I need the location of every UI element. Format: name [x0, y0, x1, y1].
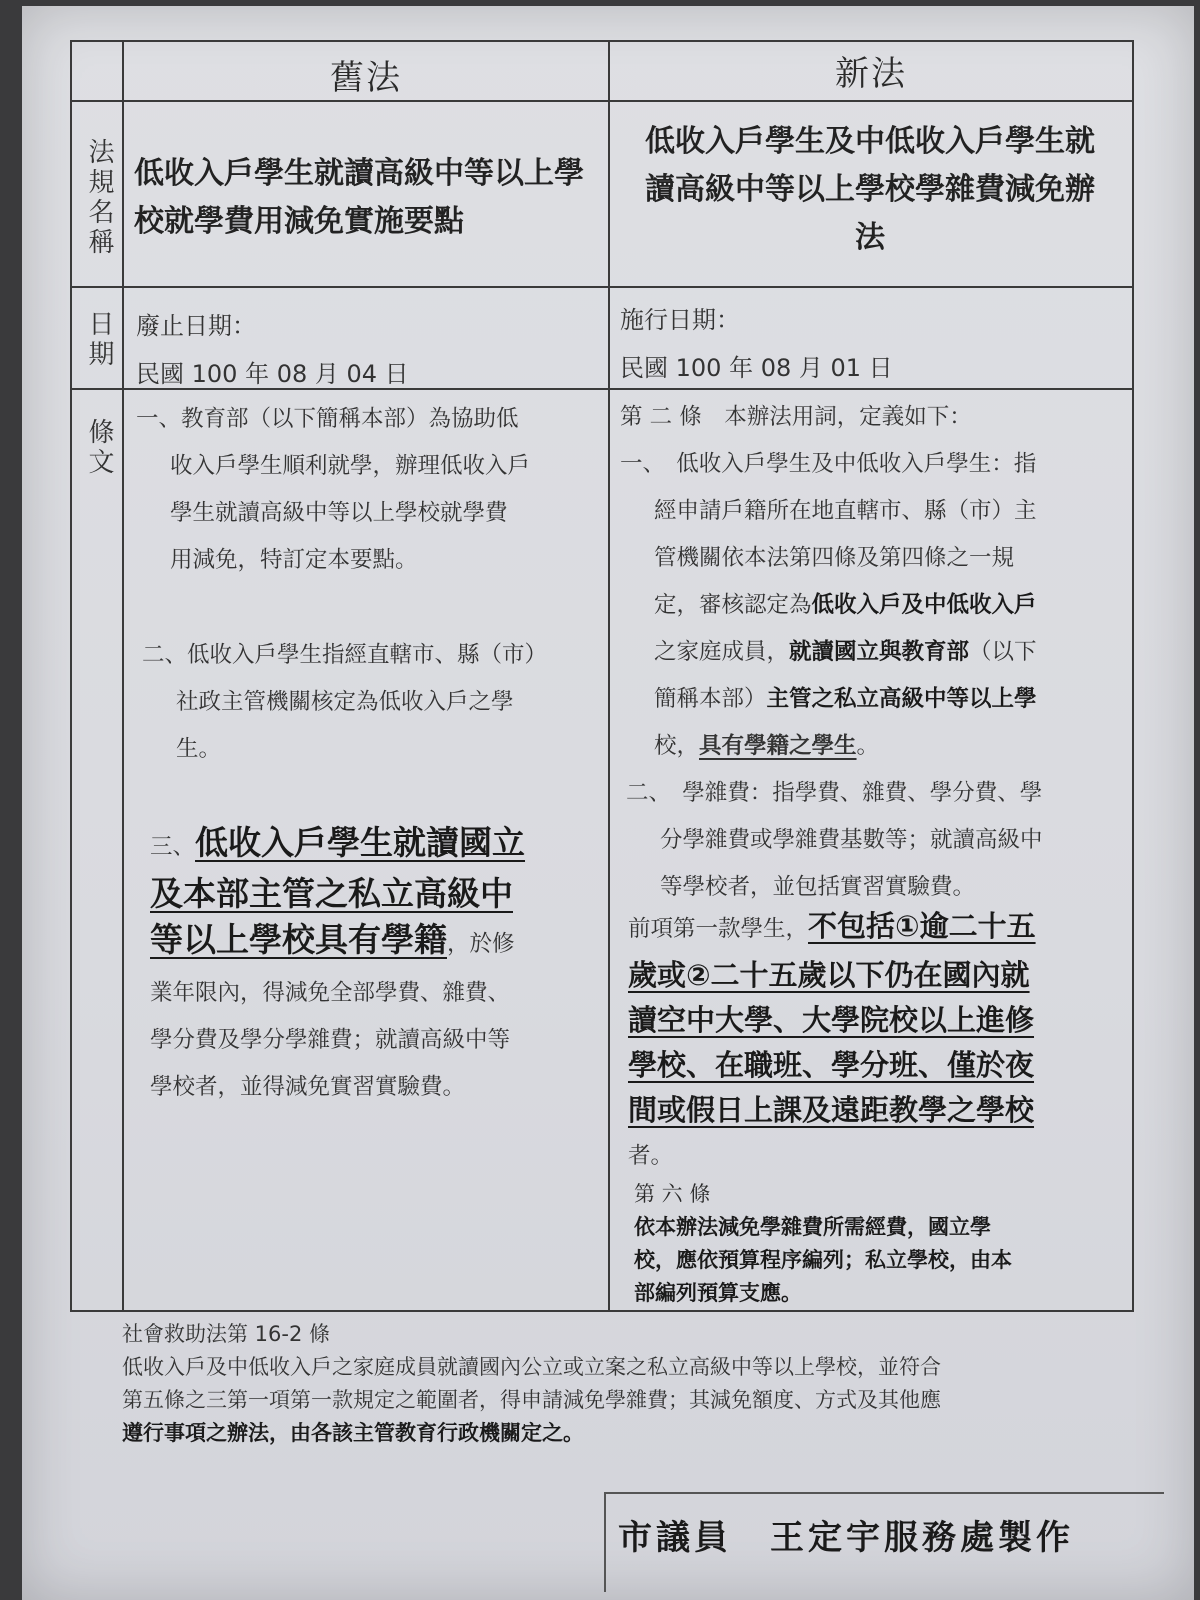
text-line: 業年限內，得減免全部學費、雜費、: [150, 980, 511, 1006]
text-line: 用減免，特訂定本要點。: [170, 547, 418, 573]
comparison-table: [70, 40, 1134, 1312]
text-fragment: 簡稱本部）: [654, 686, 767, 712]
document-page: [22, 6, 1194, 1600]
text-fragment: 之家庭成員，: [654, 639, 790, 665]
text-line: 學校者，並得減免實習實驗費。: [150, 1074, 466, 1100]
text-line: 一、教育部（以下簡稱本部）為協助低: [136, 406, 519, 432]
text-line: 收入戶學生順利就學，辦理低收入戶: [170, 453, 531, 479]
highlighted-text: 學校、在職班、學分班、僅於夜: [628, 1048, 1035, 1082]
table-divider: [122, 42, 124, 1310]
row-label-articles: 條文: [84, 418, 114, 478]
underlined-text: 具有學籍之學生: [699, 733, 857, 759]
old-article-1: [136, 396, 606, 584]
highlighted-text: 不包括①逾二十五: [808, 909, 1036, 943]
text-line: 分學雜費或學雜費基數等；就讀高級中: [660, 827, 1043, 853]
highlighted-text: 歲或②二十五歲以下仍在國內就: [628, 958, 1030, 992]
table-divider: [72, 100, 1132, 102]
text-line: 者。: [628, 1143, 674, 1169]
text-line: 社政主管機關核定為低收入戶之學: [176, 689, 514, 715]
old-article-3: [150, 820, 606, 1111]
text-line: 一、 低收入戶學生及中低收入戶學生：指: [620, 451, 1037, 477]
text-fragment: ，於修: [447, 931, 515, 957]
old-article-2: [142, 632, 606, 773]
text-line: 等學校者，並包括實習實驗費。: [660, 874, 976, 900]
old-date-value: 民國 100 年 08 月 04 日: [136, 360, 409, 388]
text-line: 校，應依預算程序編列；私立學校，由本: [634, 1248, 1012, 1272]
text-line: 二、低收入戶學生指經直轄市、縣（市）: [142, 642, 548, 668]
row-label-law-name: 法規名稱: [84, 138, 114, 258]
text-line: 二、 學雜費：指學費、雜費、學分費、學: [626, 780, 1043, 806]
article-number: 三、: [150, 834, 196, 860]
text-fragment: 校，: [654, 733, 700, 759]
text-line: 管機關依本法第四條及第四條之一規: [654, 545, 1015, 571]
text-fragment: （以下: [969, 639, 1037, 665]
highlighted-text: 間或假日上課及遠距教學之學校: [628, 1093, 1035, 1127]
text-line: 生。: [176, 736, 222, 762]
bold-text: 低收入戶及中低收入戶: [811, 592, 1037, 618]
text-line: 第五條之三第一項第一款規定之範圍者，得申請減免學雜費；其減免額度、方式及其他應: [122, 1388, 941, 1412]
header-new-law: 新法: [835, 54, 907, 94]
text-line: 經申請戶籍所在地直轄市、縣（市）主: [654, 498, 1037, 524]
table-divider: [72, 286, 1132, 288]
old-law-name: 低收入戶學生就讀高級中等以上學校就學費用減免實施要點: [134, 156, 584, 239]
text-line: 學生就讀高級中等以上學校就學費: [170, 500, 508, 526]
footer-note: [122, 1318, 1142, 1450]
new-article-6: [634, 1178, 1124, 1310]
highlighted-text: 及本部主管之私立高級中: [150, 874, 513, 913]
new-date-value: 民國 100 年 08 月 01 日: [620, 354, 893, 382]
text-line: 遵行事項之辦法，由各該主管教育行政機關定之。: [122, 1421, 584, 1445]
text-line: 學分費及學分學雜費；就讀高級中等: [150, 1027, 511, 1053]
highlighted-text: 讀空中大學、大學院校以上進修: [628, 1003, 1035, 1037]
table-divider: [608, 42, 610, 1310]
bold-text: 主管之私立高級中等以上學: [766, 686, 1037, 712]
text-line: 低收入戶及中低收入戶之家庭成員就讀國內公立或立案之私立高級中等以上學校，並符合: [122, 1355, 941, 1379]
new-date-label: 施行日期：: [620, 306, 740, 334]
article-heading: 第 六 條: [634, 1182, 711, 1206]
text-line: 依本辦法減免學雜費所需經費，國立學: [634, 1215, 991, 1239]
highlighted-text: 低收入戶學生就讀國立: [195, 823, 526, 862]
row-label-date: 日期: [84, 310, 114, 370]
highlighted-text: 等以上學校具有學籍: [150, 920, 447, 959]
bold-text: 就讀國立與教育部: [789, 639, 970, 665]
footer-title: 社會救助法第 16-2 條: [122, 1322, 331, 1346]
header-old-law: 舊法: [330, 58, 402, 98]
text-line: 部編列預算支應。: [634, 1281, 802, 1305]
text-fragment: 定，審核認定為: [654, 592, 812, 618]
producer-stamp: 市議員 王定宇服務處製作: [604, 1492, 1164, 1592]
new-article-exclusion: [628, 904, 1132, 1180]
new-law-name: 低收入戶學生及中低收入戶學生就讀高級中等以上學校學雜費減免辦法: [645, 124, 1095, 255]
text-fragment: 前項第一款學生，: [628, 916, 809, 942]
text-fragment: 。: [856, 733, 880, 759]
new-article-2: [620, 394, 1132, 911]
old-date-label: 廢止日期：: [136, 312, 256, 340]
article-heading: 第 二 條 本辦法用詞，定義如下：: [620, 404, 972, 430]
